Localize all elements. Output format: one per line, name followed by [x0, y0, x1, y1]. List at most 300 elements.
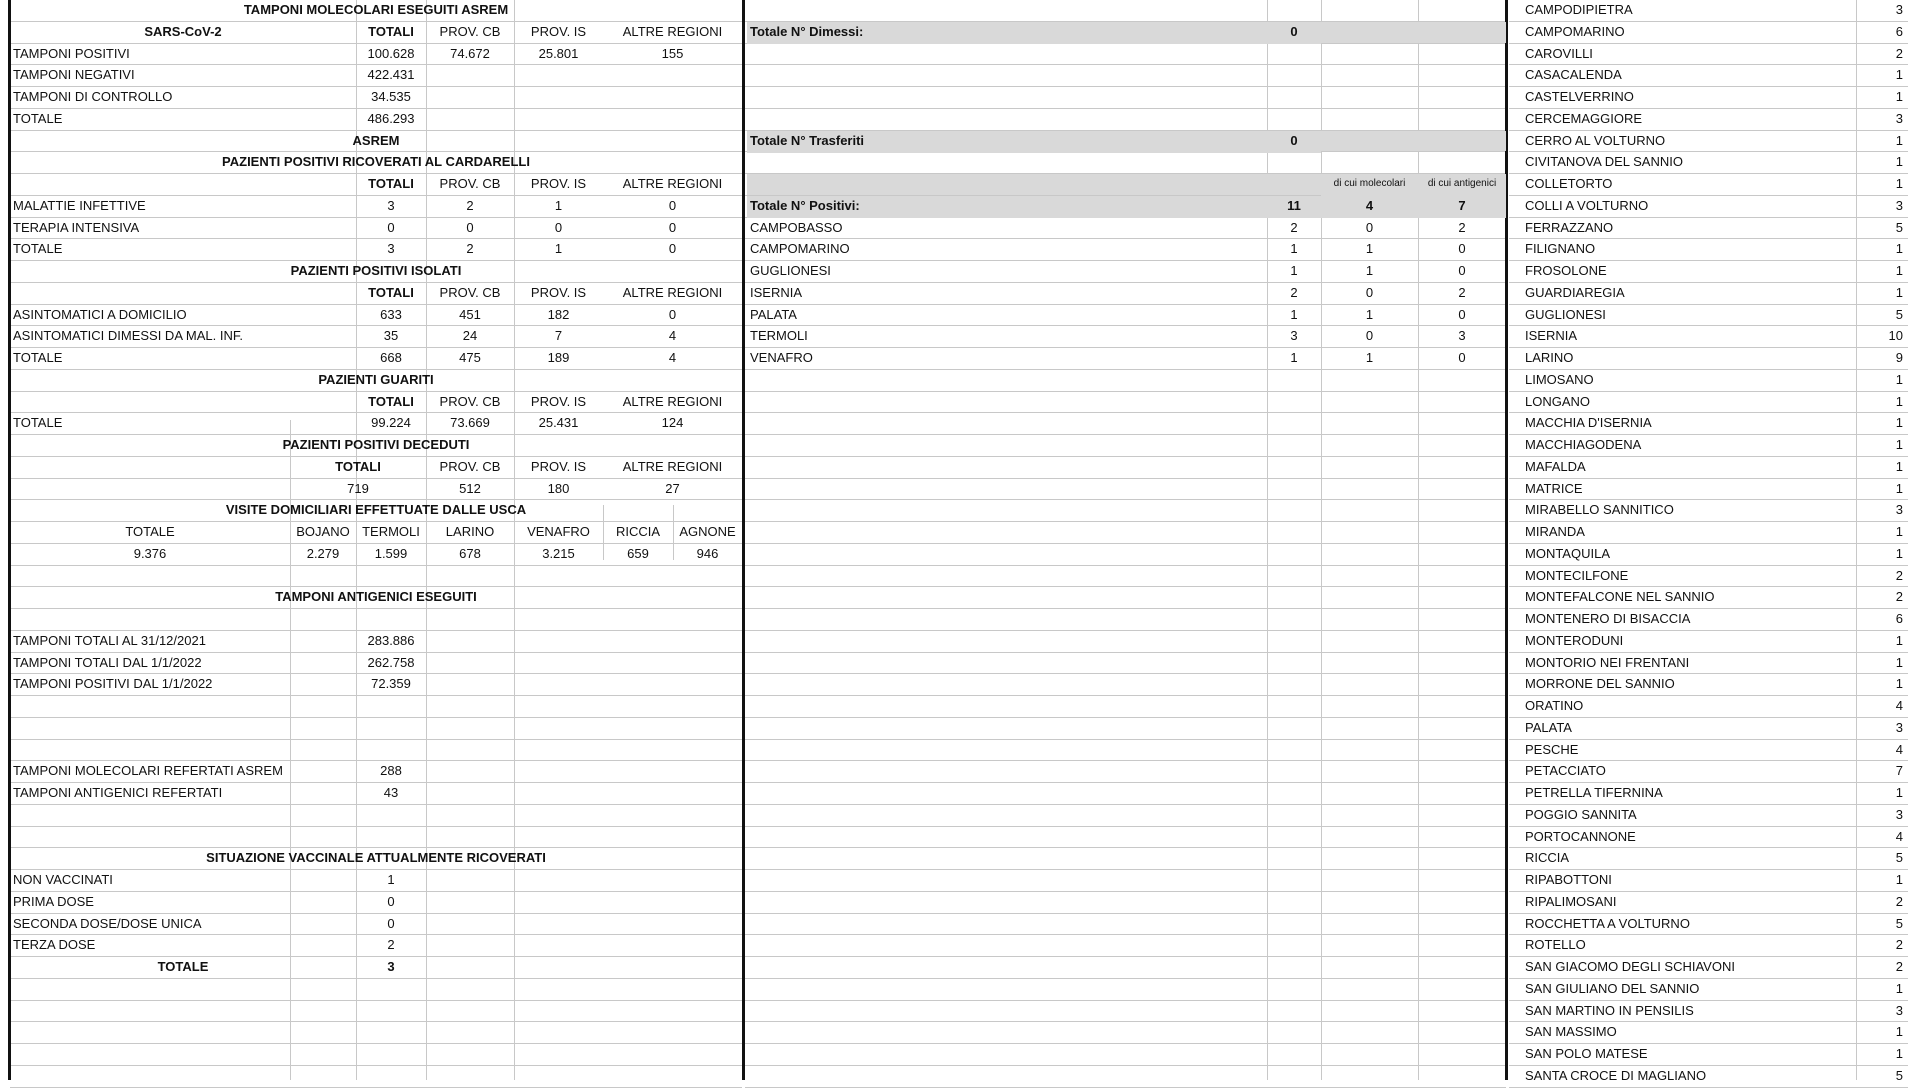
column-header: TOTALI [335, 458, 381, 474]
gridline [745, 1065, 1506, 1066]
column-header: PROV. IS [530, 176, 587, 191]
table-cell [514, 87, 603, 109]
comune-name: MONTENERO DI BISACCIA [1525, 611, 1691, 626]
comune-name: SANTA CROCE DI MAGLIANO [1525, 1067, 1707, 1083]
table-cell [603, 65, 742, 87]
total-label: TOTALE [157, 959, 209, 974]
comune-name: PALATA [1525, 719, 1572, 735]
gridline [745, 869, 1506, 870]
comune-count: 1 [1895, 437, 1903, 452]
row-label: TAMPONI POSITIVI [13, 45, 130, 61]
gridline [745, 521, 1506, 522]
table-cell: 124 [661, 415, 684, 431]
comune-count: 2 [1895, 567, 1903, 583]
section-title: PAZIENTI POSITIVI RICOVERATI AL CARDARELLI [222, 154, 530, 170]
section-border [742, 0, 745, 1080]
comune-name: FERRAZZANO [1525, 219, 1614, 235]
comune-label: ISERNIA [750, 284, 803, 300]
table-cell: 34.535 [371, 89, 411, 104]
gridline [745, 717, 1506, 718]
comune-count: 1 [1895, 872, 1903, 887]
total-value: 3 [387, 959, 395, 974]
gridline [745, 913, 1506, 914]
comune-name: MONTEFALCONE NEL SANNIO [1525, 589, 1715, 605]
gridline [745, 499, 1506, 500]
table-cell: 946 [696, 545, 719, 561]
gridline [10, 1043, 742, 1044]
gridline [745, 782, 1506, 783]
gridline [745, 847, 1506, 848]
table-cell: 2 [466, 197, 474, 213]
gridline [745, 804, 1506, 805]
column-header: PROV. CB [439, 23, 501, 39]
table-cell: 155 [661, 45, 684, 61]
section-title: PAZIENTI POSITIVI ISOLATI [290, 263, 462, 278]
table-cell: 0 [668, 219, 677, 235]
comune-name: RICCIA [1525, 850, 1570, 866]
comune-label: PALATA [750, 306, 797, 322]
comune-count: 3 [1895, 806, 1903, 822]
comune-count: 1 [1895, 241, 1903, 257]
gridline [745, 565, 1506, 566]
positivi-label: Totale N° Positivi: [747, 196, 1267, 218]
table-cell: 1 [554, 197, 563, 213]
table-cell: 659 [627, 545, 649, 561]
column-header: TOTALI [368, 393, 414, 409]
comune-count: 1 [1895, 545, 1903, 561]
trasferiti-label: Totale N° Trasferiti [747, 131, 1267, 153]
comune-count: 7 [1895, 763, 1903, 779]
comune-count: 1 [1895, 371, 1903, 387]
gridline [10, 826, 742, 827]
comune-name: LARINO [1525, 350, 1574, 365]
comune-name: FROSOLONE [1525, 263, 1607, 278]
table-cell: 422.431 [367, 67, 415, 83]
comune-count: 5 [1895, 915, 1903, 931]
comune-count: 10 [1888, 328, 1903, 344]
gridline [745, 956, 1506, 957]
comune-count: 1 [1895, 980, 1903, 996]
comune-count: 9 [1895, 350, 1903, 365]
table-cell: 1 [1365, 306, 1374, 322]
comune-name: CERCEMAGGIORE [1525, 110, 1643, 126]
table-cell: 74.672 [450, 45, 490, 61]
positivi-total: 11 [1267, 196, 1321, 218]
row-label: TAMPONI MOLECOLARI REFERTATI ASREM [13, 763, 283, 779]
table-cell: 2 [1290, 284, 1298, 300]
column-header: ALTRE REGIONI [622, 284, 723, 300]
comune-count: 1 [1895, 676, 1903, 692]
table-cell [426, 65, 514, 87]
row-label: SECONDA DOSE/DOSE UNICA [13, 915, 202, 931]
table-cell: 0 [668, 306, 677, 322]
gridline [745, 739, 1506, 740]
table-cell: 1 [1365, 263, 1374, 278]
comune-count: 1 [1895, 524, 1903, 539]
table-cell: 2 [1290, 219, 1298, 235]
column-header: TERMOLI [362, 524, 420, 539]
gridline [745, 478, 1506, 479]
gridline [10, 1065, 742, 1066]
comune-name: SAN GIACOMO DEGLI SCHIAVONI [1525, 959, 1735, 974]
gridline [745, 978, 1506, 979]
gridline [745, 695, 1506, 696]
section-title: TAMPONI ANTIGENICI ESEGUITI [275, 589, 477, 605]
comune-count: 1 [1895, 654, 1903, 670]
comune-count: 3 [1895, 719, 1903, 735]
table-cell [514, 65, 603, 87]
column-header: ALTRE REGIONI [622, 458, 723, 474]
gridline [745, 412, 1506, 413]
comune-count: 1 [1895, 785, 1903, 800]
comune-name: MACCHIA D'ISERNIA [1525, 415, 1652, 431]
table-cell: 0 [1365, 284, 1374, 300]
dimessi-value: 0 [1267, 22, 1321, 44]
gridline [745, 826, 1506, 827]
comune-name: PETRELLA TIFERNINA [1525, 785, 1663, 800]
comune-count: 3 [1895, 110, 1903, 126]
column-header: TOTALI [368, 23, 414, 39]
comune-count: 1 [1895, 393, 1903, 409]
comune-name: CASTELVERRINO [1525, 89, 1634, 104]
row-label: TAMPONI TOTALI DAL 1/1/2022 [13, 654, 202, 670]
comune-count: 1 [1895, 263, 1903, 278]
comune-name: MONTECILFONE [1525, 567, 1629, 583]
gridline [10, 1000, 742, 1001]
table-cell [603, 87, 742, 109]
comune-name: CERRO AL VOLTURNO [1525, 132, 1666, 148]
table-cell: 35 [383, 328, 399, 344]
table-cell: 1 [1290, 350, 1298, 365]
comune-name: GUGLIONESI [1525, 306, 1606, 322]
table-cell: 4 [668, 350, 677, 365]
column-header: TOTALI [368, 176, 414, 191]
comune-count: 1 [1895, 176, 1903, 191]
row-label: ASINTOMATICI DIMESSI DA MAL. INF. [13, 328, 243, 344]
row-label: TAMPONI POSITIVI DAL 1/1/2022 [13, 676, 213, 692]
column-header: TOTALE [125, 524, 175, 539]
comune-name: CAMPOMARINO [1525, 23, 1625, 39]
gridline [745, 608, 1506, 609]
table-cell: 0 [387, 915, 395, 931]
table-cell: 0 [554, 219, 563, 235]
table-cell: 283.886 [367, 632, 415, 648]
table-cell [426, 109, 514, 131]
comune-name: SAN POLO MATESE [1525, 1046, 1648, 1061]
comune-name: MATRICE [1525, 480, 1583, 496]
comune-name: MACCHIAGODENA [1525, 437, 1642, 452]
comune-label: CAMPOBASSO [750, 219, 843, 235]
comune-label: TERMOLI [750, 328, 808, 344]
comune-count: 1 [1895, 1024, 1903, 1040]
table-cell: 73.669 [450, 415, 490, 431]
gridline [745, 434, 1506, 435]
comune-name: GUARDIAREGIA [1525, 284, 1625, 300]
gridline [745, 630, 1506, 631]
comune-count: 5 [1895, 306, 1903, 322]
column-header: PROV. CB [439, 458, 501, 474]
table-cell: 25.801 [538, 45, 579, 61]
table-cell: 486.293 [367, 110, 415, 126]
comune-name: LIMOSANO [1525, 371, 1594, 387]
comune-name: MORRONE DEL SANNIO [1525, 676, 1675, 692]
table-cell: 0 [1458, 350, 1466, 365]
row-label: TAMPONI DI CONTROLLO [13, 89, 173, 104]
gridline [10, 717, 742, 718]
comune-name: COLLETORTO [1525, 176, 1613, 191]
comune-name: MIRABELLO SANNITICO [1525, 502, 1674, 518]
comune-name: CAROVILLI [1525, 45, 1593, 61]
table-cell: 668 [380, 350, 402, 365]
table-cell: 100.628 [367, 45, 415, 61]
comune-count: 1 [1895, 415, 1903, 431]
table-cell: 3 [1458, 328, 1466, 344]
table-cell: 1 [1290, 306, 1298, 322]
comune-name: LONGANO [1525, 393, 1591, 409]
row-label: ASINTOMATICI A DOMICILIO [13, 306, 187, 322]
gridline [745, 456, 1506, 457]
section-title: ASREM [352, 132, 400, 148]
comune-count: 2 [1895, 45, 1903, 61]
comune-name: MAFALDA [1525, 458, 1586, 474]
comune-label: VENAFRO [750, 350, 813, 365]
table-cell: 0 [466, 219, 474, 235]
column-header: PROV. CB [439, 176, 501, 191]
table-cell: 262.758 [367, 654, 415, 670]
section-title: PAZIENTI POSITIVI DECEDUTI [282, 437, 470, 452]
row-label: NON VACCINATI [13, 872, 113, 887]
gridline [10, 739, 742, 740]
table-cell: 633 [380, 306, 402, 322]
comune-count: 1 [1895, 67, 1903, 83]
table-cell: 43 [383, 785, 399, 800]
table-cell: 99.224 [371, 415, 411, 431]
table-cell: 0 [387, 893, 395, 909]
table-cell: 1 [1290, 263, 1298, 278]
comune-count: 1 [1895, 1046, 1903, 1061]
comune-name: PESCHE [1525, 741, 1579, 757]
comune-count: 5 [1895, 1067, 1903, 1083]
column-header: ALTRE REGIONI [622, 176, 723, 191]
trasferiti-value: 0 [1267, 131, 1321, 153]
gridline [745, 391, 1506, 392]
table-cell [426, 87, 514, 109]
table-cell: 3 [387, 197, 395, 213]
table-cell: 2 [466, 241, 474, 257]
table-cell: 719 [347, 480, 369, 496]
gridline [745, 891, 1506, 892]
row-label: TOTALE [13, 350, 63, 365]
table-cell: 1 [554, 241, 563, 257]
comune-count: 6 [1895, 611, 1903, 626]
table-cell: 1 [1290, 241, 1298, 257]
comune-count: 1 [1895, 458, 1903, 474]
comune-count: 2 [1895, 893, 1903, 909]
comune-count: 4 [1895, 741, 1903, 757]
section-title: SITUAZIONE VACCINALE ATTUALMENTE RICOVERATI [206, 850, 546, 866]
table-cell: 180 [547, 480, 570, 496]
row-label: TOTALE [13, 241, 63, 257]
dimessi-label: Totale N° Dimessi: [747, 22, 1267, 44]
comune-name: PETACCIATO [1525, 763, 1606, 779]
table-cell: 3 [387, 241, 395, 257]
comune-count: 3 [1895, 502, 1903, 518]
comune-name: FILIGNANO [1525, 241, 1596, 257]
column-header: PROV. IS [530, 284, 587, 300]
row-label: TAMPONI NEGATIVI [13, 67, 135, 83]
table-cell: 512 [459, 480, 481, 496]
table-cell: 182 [547, 306, 570, 322]
comune-count: 2 [1895, 589, 1903, 605]
table-cell: 72.359 [371, 676, 411, 692]
table-cell: 0 [1365, 219, 1374, 235]
table-cell: 0 [1458, 263, 1466, 278]
table-cell: 288 [380, 763, 402, 779]
comune-name: ISERNIA [1525, 328, 1578, 344]
comune-name: RIPABOTTONI [1525, 872, 1612, 887]
table-cell: 1 [1365, 241, 1374, 257]
row-label: TERZA DOSE [13, 937, 96, 953]
column-header: ALTRE REGIONI [622, 393, 723, 409]
column-header: BOJANO [296, 524, 350, 539]
comune-count: 1 [1895, 632, 1903, 648]
comune-name: MIRANDA [1525, 524, 1585, 539]
comune-name: ORATINO [1525, 698, 1584, 713]
column-header: ALTRE REGIONI [622, 23, 723, 39]
comune-count: 3 [1895, 197, 1903, 213]
comune-count: 1 [1895, 154, 1903, 170]
row-label: TOTALE [13, 110, 63, 126]
comune-count: 3 [1895, 1002, 1903, 1018]
table-cell: 2 [387, 937, 395, 953]
section-title: PAZIENTI GUARITI [318, 371, 434, 387]
table-cell [514, 109, 603, 131]
comune-count: 1 [1895, 132, 1903, 148]
column-header: VENAFRO [527, 524, 590, 539]
table-cell: 475 [459, 350, 481, 365]
gridline [745, 108, 1506, 109]
comune-name: SAN GIULIANO DEL SANNIO [1525, 980, 1700, 996]
gridline [745, 1000, 1506, 1001]
comune-name: MONTORIO NEI FRENTANI [1525, 654, 1690, 670]
table-cell: 2 [1458, 284, 1466, 300]
comune-count: 1 [1895, 480, 1903, 496]
column-header: PROV. CB [439, 284, 501, 300]
table-cell: 3.215 [542, 545, 575, 561]
comune-name: ROTELLO [1525, 937, 1586, 953]
comune-label: CAMPOMARINO [750, 241, 850, 257]
table-cell: 0 [668, 197, 677, 213]
table-cell: 9.376 [133, 545, 167, 561]
table-cell: 24 [462, 328, 478, 344]
gridline [745, 934, 1506, 935]
comune-count: 4 [1895, 828, 1903, 844]
comune-count: 3 [1895, 2, 1903, 17]
comune-count: 1 [1895, 89, 1903, 104]
table-cell: 7 [554, 328, 563, 344]
table-cell: 4 [668, 328, 677, 344]
comune-name: COLLI A VOLTURNO [1525, 197, 1649, 213]
comune-name: POGGIO SANNITA [1525, 806, 1637, 822]
comune-name: MONTAQUILA [1525, 545, 1610, 561]
section-border [1505, 0, 1508, 1080]
section-title: TAMPONI MOLECOLARI ESEGUITI ASREM [243, 2, 509, 17]
column-header: PROV. IS [530, 23, 587, 39]
gridline [1267, 0, 1268, 1080]
gridline [745, 64, 1506, 65]
row-label: TERAPIA INTENSIVA [13, 219, 140, 235]
table-cell: 0 [668, 241, 677, 257]
comune-name: SAN MASSIMO [1525, 1024, 1617, 1040]
comune-name: SAN MARTINO IN PENSILIS [1525, 1002, 1694, 1018]
positivi-molecolari: 4 [1321, 196, 1418, 218]
comune-name: MONTERODUNI [1525, 632, 1624, 648]
comune-name: CIVITANOVA DEL SANNIO [1525, 154, 1683, 170]
sub-header: di cui molecolari [1321, 174, 1418, 196]
table-cell: 0 [1458, 306, 1466, 322]
row-label: PRIMA DOSE [13, 893, 94, 909]
gridline [1321, 0, 1322, 1080]
gridline [745, 652, 1506, 653]
table-cell: 1.599 [374, 545, 408, 561]
comune-name: CASACALENDA [1525, 67, 1622, 83]
column-header: RICCIA [615, 524, 661, 539]
row-label: TOTALE [13, 415, 63, 431]
comune-name: PORTOCANNONE [1525, 828, 1636, 844]
column-header: LARINO [445, 524, 495, 539]
table-cell: 451 [459, 306, 481, 322]
comune-count: 4 [1895, 698, 1903, 713]
table-cell: 0 [387, 219, 395, 235]
comune-count: 2 [1895, 959, 1903, 974]
table-cell [603, 109, 742, 131]
column-header: TOTALI [368, 284, 414, 300]
comune-name: ROCCHETTA A VOLTURNO [1525, 915, 1690, 931]
table-cell: 189 [547, 350, 570, 365]
gridline [745, 1021, 1506, 1022]
comune-name: RIPALIMOSANI [1525, 893, 1617, 909]
row-label: TAMPONI TOTALI AL 31/12/2021 [13, 632, 206, 648]
comune-count: 2 [1895, 937, 1903, 953]
table-cell: 1 [1365, 350, 1374, 365]
comune-count: 5 [1895, 850, 1903, 866]
row-label: MALATTIE INFETTIVE [13, 197, 146, 213]
comune-name: CAMPODIPIETRA [1525, 2, 1633, 17]
column-header: PROV. IS [530, 393, 587, 409]
comune-count: 6 [1895, 23, 1903, 39]
row-label: TAMPONI ANTIGENICI REFERTATI [13, 785, 223, 800]
table-cell: 27 [665, 480, 680, 496]
comune-count: 5 [1895, 219, 1903, 235]
positivi-antigenici: 7 [1418, 196, 1506, 218]
gridline [10, 1021, 742, 1022]
comune-count: 1 [1895, 284, 1903, 300]
sub-header: di cui antigenici [1418, 174, 1506, 196]
column-header: PROV. CB [439, 393, 501, 409]
table-cell: 678 [459, 545, 481, 561]
column-header: PROV. IS [530, 458, 587, 474]
gridline [745, 586, 1506, 587]
table-cell: 0 [1458, 241, 1466, 257]
column-header: AGNONE [679, 524, 736, 539]
table-cell: 25.431 [538, 415, 579, 431]
comune-label: GUGLIONESI [750, 263, 831, 278]
section-title: VISITE DOMICILIARI EFFETTUATE DALLE USCA [225, 502, 527, 518]
table-cell: 2.279 [306, 545, 340, 561]
gridline [745, 1043, 1506, 1044]
gridline [1418, 0, 1419, 1080]
table-cell: 2 [1458, 219, 1466, 235]
